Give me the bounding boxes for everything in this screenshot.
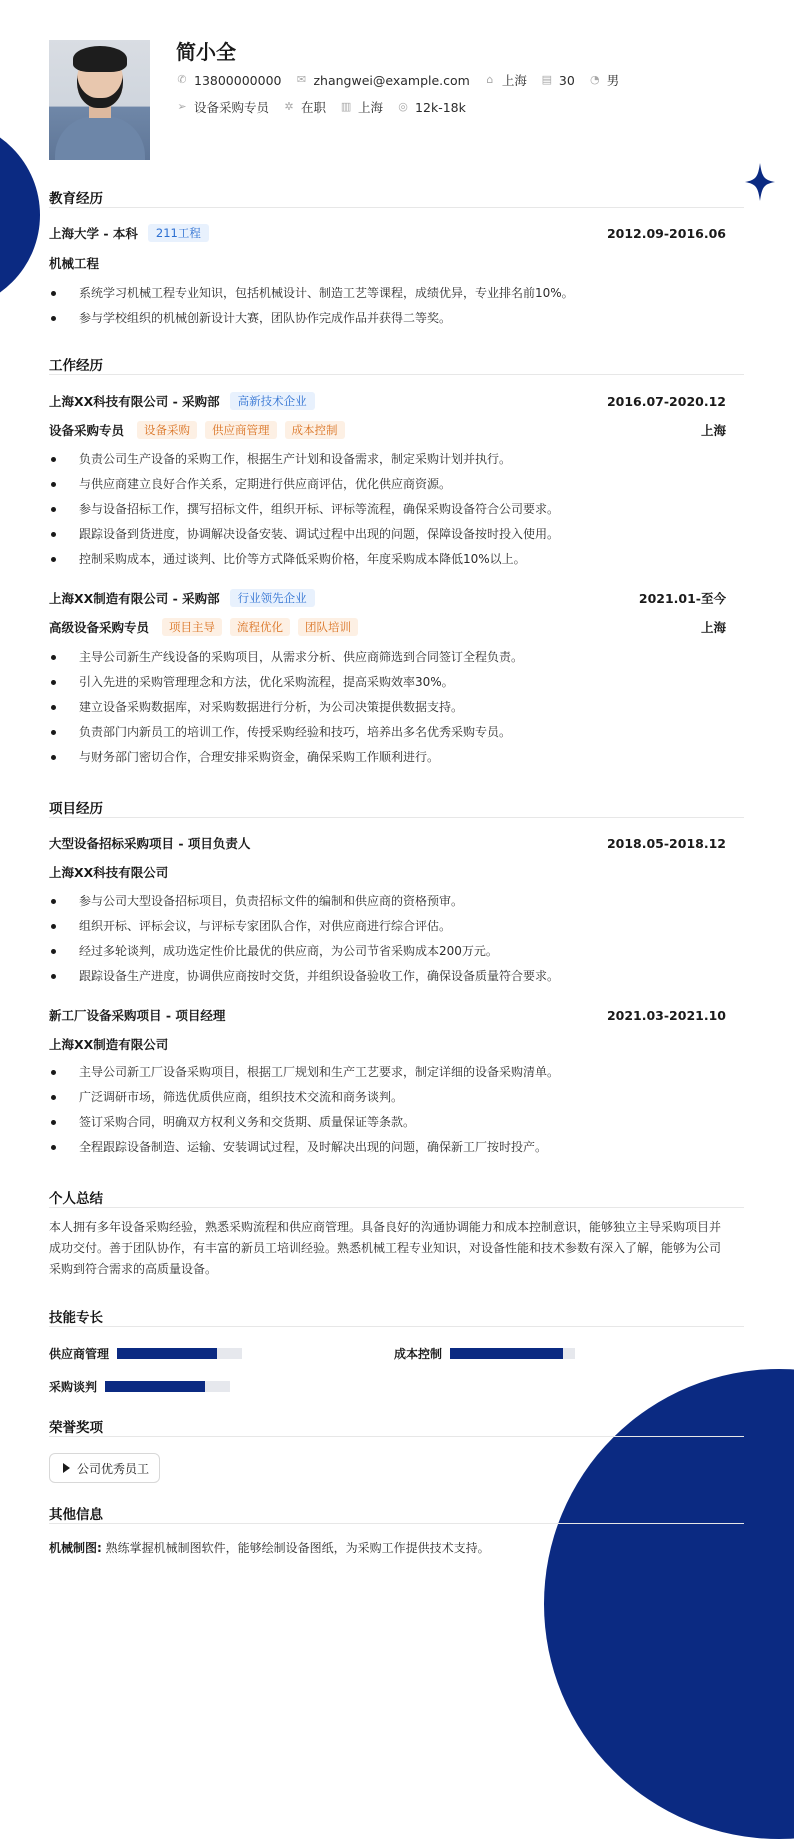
skill-name: 供应商管理 xyxy=(49,1347,110,1361)
job-position: 设备采购专员 xyxy=(49,423,125,438)
project-company: 上海XX制造有限公司 xyxy=(49,1037,169,1052)
summary-text: 本人拥有多年设备采购经验，熟悉采购流程和供应商管理。具备良好的沟通协调能力和成本控制意识，能够独立主导采购项目并成功交付。善于团队协作，有丰富的新员工培训经验。熟悉机械工程专业知识，对设备性能和技术参数有深入了解，能够为公司采购到符合需求的高质量设备。 xyxy=(49,1220,722,1276)
skill-bar xyxy=(450,1348,575,1359)
section-title-work: 工作经历 xyxy=(49,358,103,374)
education-head xyxy=(49,224,726,242)
company-tag: 行业领先企业 xyxy=(230,589,315,607)
location: 上海 xyxy=(501,73,527,88)
job-role-row xyxy=(49,421,726,439)
job-status: 在职 xyxy=(301,100,327,115)
other-info xyxy=(49,1539,490,1556)
list-item: 组织开标、评标会议，与评标专家团队合作，对供应商进行综合评估。 xyxy=(49,917,726,942)
calendar-icon: ▤ xyxy=(541,73,553,86)
company-tag: 高新技术企业 xyxy=(230,392,315,410)
job-city: 上海 xyxy=(700,423,726,438)
phone: 13800000000 xyxy=(194,72,282,88)
list-item: 跟踪设备到货进度，协调解决设备安装、调试过程中出现的问题，保障设备按时投入使用。 xyxy=(49,525,726,550)
divider xyxy=(49,374,744,375)
school-tag: 211工程 xyxy=(148,224,209,242)
list-item: 与供应商建立良好合作关系，定期进行供应商评估，优化供应商资源。 xyxy=(49,475,726,500)
section-title-awards: 荣誉奖项 xyxy=(49,1420,103,1436)
play-icon xyxy=(63,1463,70,1473)
divider xyxy=(49,1207,744,1208)
gender-icon: ◔ xyxy=(589,73,600,86)
list-item: 系统学习机械工程专业知识，包括机械设计、制造工艺等课程，成绩优异，专业排名前10%。 xyxy=(49,284,726,309)
skill-tag: 流程优化 xyxy=(230,618,290,636)
skill-bar xyxy=(105,1381,230,1392)
list-item: 主导公司新生产线设备的采购项目，从需求分析、供应商筛选到合同签订全程负责。 xyxy=(49,648,726,673)
job-head xyxy=(49,392,726,410)
list-item: 全程跟踪设备制造、运输、安装调试过程，及时解决出现的问题，确保新工厂按时投产。 xyxy=(49,1138,726,1163)
skill-tag: 团队培训 xyxy=(298,618,358,636)
job-head xyxy=(49,589,726,607)
education-bullets xyxy=(49,284,726,334)
home-icon: ⌂ xyxy=(486,73,494,86)
award-item[interactable] xyxy=(49,1453,160,1483)
skill-tag: 项目主导 xyxy=(162,618,222,636)
project-company: 上海XX科技有限公司 xyxy=(49,865,169,880)
status-icon: ✲ xyxy=(284,100,294,113)
company-name: 上海XX制造有限公司 - 采购部 xyxy=(49,591,220,606)
decor-circle-left xyxy=(0,120,40,310)
send-icon: ➢ xyxy=(177,100,187,113)
job-city: 上海 xyxy=(700,620,726,635)
email: zhangwei@example.com xyxy=(313,72,470,88)
phone-icon: ✆ xyxy=(177,73,187,86)
award-label: 公司优秀员工 xyxy=(77,1461,150,1476)
list-item: 签订采购合同，明确双方权利义务和交货期、质量保证等条款。 xyxy=(49,1113,726,1138)
job-period: 2021.01-至今 xyxy=(638,591,726,606)
job-role-row xyxy=(49,618,726,636)
candidate-name: 简小全 xyxy=(176,40,236,64)
divider xyxy=(49,1436,744,1437)
divider xyxy=(49,1326,744,1327)
avatar xyxy=(49,40,150,160)
divider xyxy=(49,1523,744,1524)
intent-row xyxy=(176,98,480,116)
mail-icon: ✉ xyxy=(296,73,307,86)
school-name: 上海大学 - 本科 xyxy=(49,226,138,241)
section-title-other: 其他信息 xyxy=(49,1507,103,1523)
company-name: 上海XX科技有限公司 - 采购部 xyxy=(49,394,220,409)
project-head xyxy=(49,834,726,852)
skill-tag: 设备采购 xyxy=(137,421,197,439)
sparkle-icon xyxy=(745,163,775,201)
project-bullets xyxy=(49,892,726,992)
list-item: 参与学校组织的机械创新设计大赛，团队协作完成作品并获得二等奖。 xyxy=(49,309,726,334)
skill-bar-fill xyxy=(117,1348,217,1359)
skill-item xyxy=(394,1345,575,1362)
list-item: 引入先进的采购管理理念和方法，优化采购流程，提高采购效率30%。 xyxy=(49,673,726,698)
education-period: 2012.09-2016.06 xyxy=(606,225,726,241)
salary: 12k-18k xyxy=(415,99,466,115)
section-title-summary: 个人总结 xyxy=(49,1191,103,1207)
skill-bar-fill xyxy=(450,1348,563,1359)
section-title-projects: 项目经历 xyxy=(49,801,103,817)
list-item: 建立设备采购数据库，对采购数据进行分析，为公司决策提供数据支持。 xyxy=(49,698,726,723)
list-item: 广泛调研市场，筛选优质供应商，组织技术交流和商务谈判。 xyxy=(49,1088,726,1113)
project-name: 大型设备招标采购项目 - 项目负责人 xyxy=(49,836,251,851)
skill-name: 采购谈判 xyxy=(49,1380,98,1394)
age: 30 xyxy=(558,72,575,88)
job-period: 2016.07-2020.12 xyxy=(606,393,726,409)
contact-row xyxy=(176,71,633,89)
skill-bar-fill xyxy=(105,1381,205,1392)
list-item: 负责公司生产设备的采购工作，根据生产计划和设备需求，制定采购计划并执行。 xyxy=(49,450,726,475)
project-period: 2021.03-2021.10 xyxy=(606,1007,726,1023)
skill-name: 成本控制 xyxy=(394,1347,443,1361)
skill-tag: 供应商管理 xyxy=(205,421,277,439)
other-label: 机械制图: xyxy=(49,1541,102,1555)
project-head xyxy=(49,1006,726,1024)
divider xyxy=(49,817,744,818)
list-item: 与财务部门密切合作，合理安排采购资金，确保采购工作顺利进行。 xyxy=(49,748,726,773)
building-icon: ▥ xyxy=(340,100,352,113)
project-period: 2018.05-2018.12 xyxy=(606,835,726,851)
target-job: 设备采购专员 xyxy=(194,100,270,115)
skill-item xyxy=(49,1345,242,1362)
target-city: 上海 xyxy=(358,100,384,115)
list-item: 经过多轮谈判，成功选定性价比最优的供应商，为公司节省采购成本200万元。 xyxy=(49,942,726,967)
job-position: 高级设备采购专员 xyxy=(49,620,150,635)
skill-bar xyxy=(117,1348,242,1359)
job-bullets xyxy=(49,648,726,773)
project-name: 新工厂设备采购项目 - 项目经理 xyxy=(49,1008,226,1023)
job-bullets xyxy=(49,450,726,575)
list-item: 参与设备招标工作，撰写招标文件，组织开标、评标等流程，确保采购设备符合公司要求。 xyxy=(49,500,726,525)
section-title-education: 教育经历 xyxy=(49,191,103,207)
major: 机械工程 xyxy=(49,256,100,271)
list-item: 跟踪设备生产进度，协调供应商按时交货，并组织设备验收工作，确保设备质量符合要求。 xyxy=(49,967,726,992)
salary-icon: ◎ xyxy=(398,100,408,113)
other-text: 熟练掌握机械制图软件，能够绘制设备图纸，为采购工作提供技术支持。 xyxy=(105,1541,490,1555)
section-title-skills: 技能专长 xyxy=(49,1310,103,1326)
skill-item xyxy=(49,1378,230,1395)
list-item: 主导公司新工厂设备采购项目，根据工厂规划和生产工艺要求，制定详细的设备采购清单。 xyxy=(49,1063,726,1088)
gender: 男 xyxy=(606,73,620,88)
project-bullets xyxy=(49,1063,726,1163)
skill-tag: 成本控制 xyxy=(285,421,345,439)
list-item: 负责部门内新员工的培训工作，传授采购经验和技巧，培养出多名优秀采购专员。 xyxy=(49,723,726,748)
divider xyxy=(49,207,744,208)
list-item: 控制采购成本，通过谈判、比价等方式降低采购价格，年度采购成本降低10%以上。 xyxy=(49,550,726,575)
decor-circle-right xyxy=(544,1369,794,1839)
list-item: 参与公司大型设备招标项目，负责招标文件的编制和供应商的资格预审。 xyxy=(49,892,726,917)
